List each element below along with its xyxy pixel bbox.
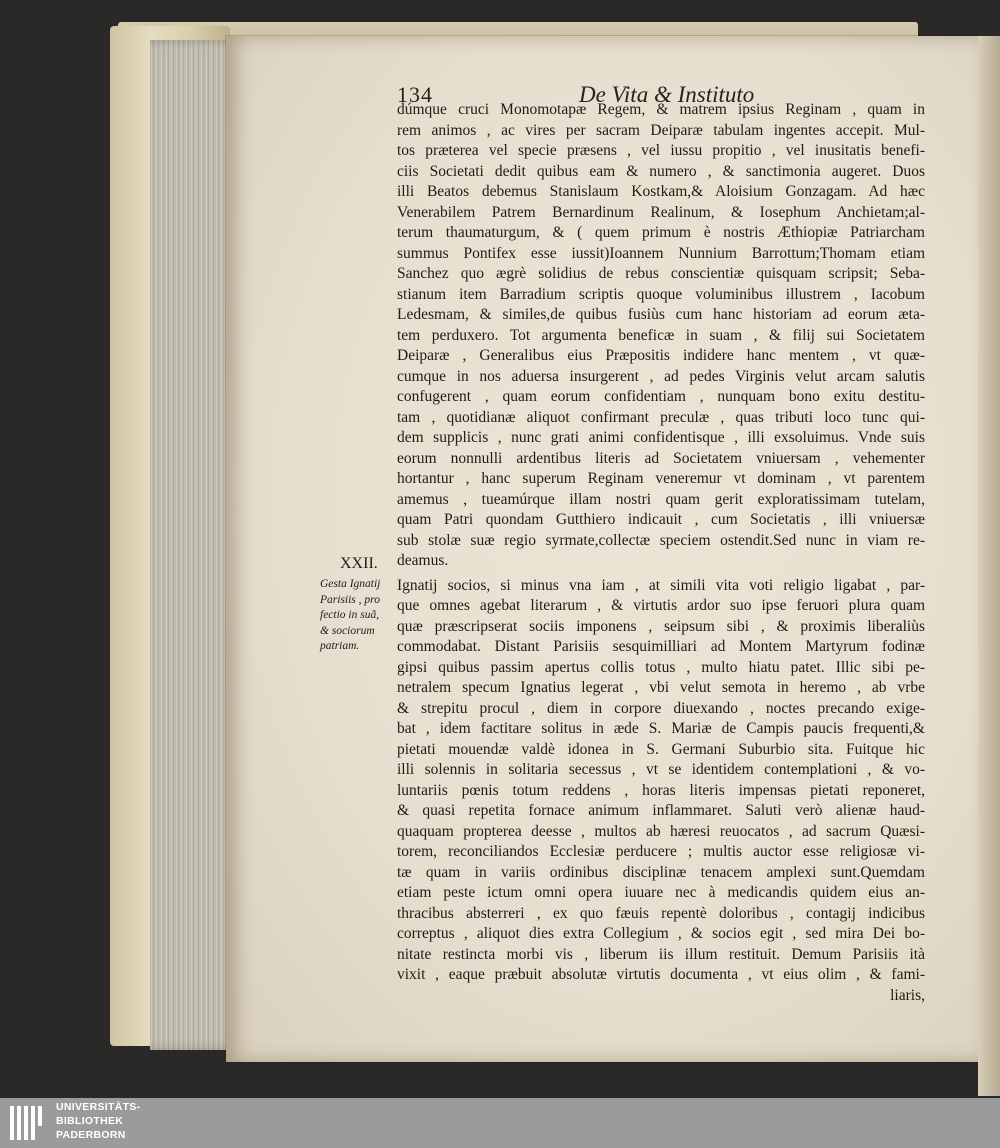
text-line: gipsi quibus passim apertus collis totus , multo hiatu patet. Illic sibi pe- — [397, 658, 925, 676]
text-line: nitate restincta morbi vis , liberum iis illum restituit. Demum Parisiis ità — [397, 945, 925, 963]
text-line: tam , quotidianæ aliquot confirmant preculæ , quas tributi loco tunc qui- — [397, 408, 925, 426]
text-line: confugerent , quam eorum confidentiam , nunquam bono exitu destitu- — [397, 388, 925, 405]
text-line: rem animos , ac vires per sacram Deiparæ tabulam ingentes accepit. Mul- — [397, 121, 925, 139]
text-line: torem, reconciliandos Ecclesiæ perducere ; multis auctor esse religiosæ vi- — [397, 843, 925, 860]
text-line: commodabat. Distant Parisiis sesquimilliari ad Montem Martyrum fodinæ — [397, 638, 925, 655]
text-line: etiam peste ictum omni opera iuuare nec à medicandis quidem eius an- — [397, 884, 925, 901]
text-line: summus Pontifex esse iussit)Ioannem Nunnium Barrottum;Thomam etiam — [397, 244, 925, 262]
text-line: illi solennis in solitaria secessus , vt se identidem contemplationi , & vo- — [397, 761, 925, 778]
text-line: netralem specum Ignatius legerat , vbi velut semota in heremo , ab vrbe — [397, 679, 925, 696]
text-line: luntariis pœnis totum reddens , horas literis impensas pietati reponeret, — [397, 781, 925, 799]
margin-note-line: & sociorum — [320, 624, 375, 637]
margin-note-line: patriam. — [320, 640, 360, 652]
text-line: dem supplicis , nunc grati animi confidentisque , illi exsoluimus. Vnde suis — [397, 429, 925, 446]
text-line: hortantur , hanc superum Reginam veneremur vt dominam , vt parentem — [397, 470, 925, 487]
text-line: thracibus absterreri , ex quo fæuis repentè doloribus , contagij indicibus — [397, 904, 925, 922]
page-number: 134 — [397, 82, 433, 107]
text-line: eorum nonnulli ardentibus literis ad Societatem vniuersam , vehementer — [397, 449, 925, 467]
text-line: que omnes agebat literarum , & virtutis ardor suo ipse feruori plura quam — [397, 597, 925, 614]
library-logo-text: UNIVERSITÄTS- — [56, 1101, 141, 1113]
text-line: bat , idem factitare solitus in æde S. Mariæ de Campis paucis frequenti,& — [397, 720, 925, 737]
text-line: Deiparæ , Generalibus eius Præpositis indidere hanc mentem , vt quæ- — [397, 347, 925, 364]
text-line: Ledesmam, & similes,de quibus fusiùs cum hanc historiam ad eorum æta- — [397, 306, 925, 323]
body-text — [397, 100, 925, 1006]
text-line: & quasi repetita fornace animum inflammaret. Saluti verò alienæ haud- — [397, 802, 925, 819]
text-line: Venerabilem Patrem Bernardinum Realinum, & Iosephum Anchietam;al- — [397, 203, 925, 221]
text-line: vixit , eaque præbuit absolutæ virtutis documenta , vt eius olim , & fami- — [397, 966, 925, 983]
library-logo-text: PADERBORN — [56, 1129, 126, 1141]
margin-note-line: Gesta Ignatij — [320, 578, 381, 590]
text-line: tæ quam in variis ordinibus disciplinæ tenacem amplexi sunt.Quemdam — [397, 863, 925, 881]
library-logo-text: BIBLIOTHEK — [56, 1115, 124, 1127]
text-line: cumque in nos aduersa insurgerent , ad pedes Virginis velut arcam salutis — [397, 367, 925, 385]
text-line: deamus. — [397, 552, 449, 569]
text-line: & strepitu procul , diem in corpore diuexando , noctes precando exige- — [397, 699, 925, 717]
running-head: De Vita & Instituto — [579, 82, 755, 107]
catchword: liaris, — [890, 986, 925, 1004]
facing-page-edge — [978, 36, 1000, 1096]
margin-note — [320, 577, 400, 655]
text-line: quaquam propterea deesse , multos ab hæresi reuocatos , ad sacrum Quæsi- — [397, 822, 925, 840]
text-line: amemus , tueamúrque illam nostri quam gerit exploratissimam tutelam, — [397, 490, 925, 508]
margin-note-line: Parisiis , pro — [320, 593, 380, 606]
text-line: ciis Societati dedit quibus eam & numero , & sanctimonia augeret. Duos — [397, 162, 925, 180]
text-line: tos præterea vel specie præsens , vel iussu propitio , vel inusitatis benefi- — [397, 142, 925, 159]
library-logo-icon — [8, 1102, 48, 1144]
text-line: pietati mouendæ valdè idonea in S. Germani Suburbio sita. Fuitque hic — [397, 740, 925, 758]
text-line: tem perduxero. Tot argumenta beneficæ in suam , & filij sui Societatem — [397, 326, 925, 344]
text-line: correptus , aliquot dies extra Collegium , & socios egit , sed mira Dei bo- — [397, 925, 925, 942]
text-line: terum thaumaturgum, & ( quem primum è nostris Æthiopiæ Patriarcham — [397, 224, 925, 241]
text-line: Sanchez quo ægrè solidius de rebus conscientiæ quisquam scripsit; Seba- — [397, 265, 925, 282]
margin-note-line: fectio in suã, — [320, 609, 380, 621]
text-line: sub stolæ suæ regio syrmate,collectæ speciem ostendit.Sed nunc in viam re- — [397, 531, 925, 549]
text-line: stianum item Barradium scriptis quoque voluminibus illustrem , Iacobum — [397, 285, 925, 303]
text-line: quam Patri quondam Gutthiero indicauit , cum Societatis , illi vniuersæ — [397, 511, 925, 528]
text-line: illi Beatos debemus Stanislaum Kostkam,& Aloisium Gonzagam. Ad hæc — [397, 183, 925, 200]
text-line: dúmque cruci Monomotapæ Regem, & matrem ipsius Reginam , quam in — [397, 101, 925, 118]
library-footer-bar — [0, 1098, 1000, 1148]
text-line: Ignatij socios, si minus vna iam , at simili vita voti religio ligabat , par- — [397, 576, 925, 594]
section-number: XXII. — [340, 555, 378, 572]
text-line: quæ præscripserat sociis imponens , seipsum sibi , & proximis liberaliùs — [397, 617, 925, 635]
